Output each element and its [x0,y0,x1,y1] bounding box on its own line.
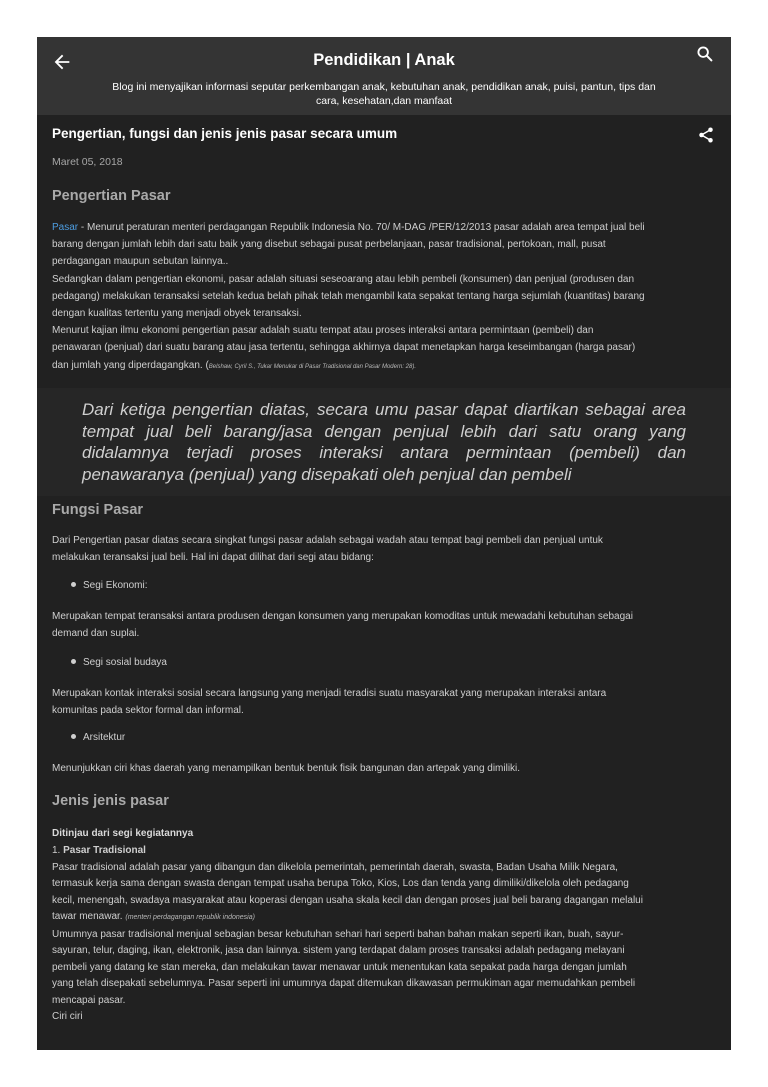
paragraph-line: melakukan teransaksi jual beli. Hal ini dapat dilihat dari segi atau bidang: [52,552,374,564]
paragraph-line: demand dan suplai. [52,628,140,640]
paragraph-line: perdagangan maupun sebutan lainnya.. [52,256,229,268]
blog-page [37,37,731,1050]
quote-line: Dari ketiga pengertian diatas, secara umu pasar dapat diartikan sebagai area [82,400,686,419]
share-icon [697,126,715,144]
list-item [71,732,125,743]
paragraph-line: pembeli yang datang ke stan mereka, dan melakukan tawar menawar untuk menentukan kata sepakat pada harga dengan jumlah [52,961,627,973]
paragraph-line: kecil, menengah, swadaya masyarakat atau koperasi dengan usaha skala kecil dan dengan proses jual beli barang dagangan melalui [52,894,643,906]
paragraph-line: Merupakan tempat teransaksi antara produsen dengan konsumen yang merupakan komoditas untuk mewadahi kebutuhan sebagai [52,611,633,622]
citation: Belshaw, Cyril S., Tukar Menukar di Pasar Tradisional dan Pasar Modern: 28). [208,363,416,370]
paragraph-line: Pasar tradisional adalah pasar yang dibangun dan dikelola pemerintah, pemerintah daerah, swasta, Badan Usaha Milik Negara, [52,861,618,873]
paragraph-line: Menurut kajian ilmu ekonomi pengertian pasar adalah suatu tempat atau proses interaksi antara permintaan (pembeli) dan [52,325,594,337]
bullet-dot [71,659,76,664]
paragraph-line: barang dengan jumlah lebih dari satu baik yang disebut sebagai pusat perbelanjaan, pasar tradisional, pertokoan, mall, pusat [52,239,606,251]
paragraph-line: Dari Pengertian pasar diatas secara singkat fungsi pasar adalah sebagai wadah atau tempat bagi pembeli dan penjual untuk [52,535,603,546]
list-item-label: Segi sosial budaya [83,657,167,668]
blog-description-line: cara, kesehatan,dan manfaat [315,95,452,107]
item-number: 1. [52,845,64,856]
paragraph-line: pedagang) melakukan teransaksi setelah kedua belah pihak telah mengambil kata sepakat tentang harga sejumlah (kuantitas) barang [52,290,645,302]
blockquote [82,399,686,485]
share-button[interactable] [697,126,715,144]
bullet-dot [71,734,76,739]
section-heading: Fungsi Pasar [52,502,144,518]
list-item [71,580,147,591]
search-button[interactable] [694,43,716,65]
paragraph-line [52,843,714,860]
section-heading: Jenis jenis pasar [52,793,169,809]
quote-line: didalamnya terjadi proses interaksi antara permintaan (pembeli) dan [82,443,686,462]
paragraph-text: - Menurut peraturan menteri perdagangan Republik Indonesia No. 70/ M-DAG /PER/12/2013 pasar adalah area tempat jual beli [78,222,645,233]
blog-description [87,80,681,108]
post-title: Pengertian, fungsi dan jenis jenis pasar secara umum [52,126,398,141]
quote-line: penawaranya (penjual) yang disepakati oleh penjual dan pembeli [82,464,572,484]
paragraph-line: sayuran, telur, daging, ikan, elektronik, jasa dan lainnya. sistem yang terdapat dalam proses transaksi adalah pedagang melayani [52,945,625,956]
paragraph-text: tawar menawar. [52,911,126,922]
paragraph [52,843,714,1026]
item-title: Pasar Tradisional [63,845,146,856]
paragraph [52,219,714,376]
paragraph-line: mencapai pasar. [52,994,126,1006]
post-date: Maret 05, 2018 [52,156,123,168]
paragraph [52,760,714,777]
paragraph-line [52,219,714,236]
paragraph-line: termasuk kerja sama dengan swasta dengan tempat usaha berupa Toko, Kios, Los dan tenda yang dimiliki/dikelola oleh pedagang [52,878,629,889]
list-item [71,657,167,668]
paragraph-line: Merupakan kontak interaksi sosial secara langsung yang menjadi teradisi suatu masyarakat yang merupakan interaksi antara [52,688,607,699]
paragraph-line: Umumnya pasar tradisional menjual sebagian besar kebutuhan sehari hari seperti bahan bahan makan seperti ikan, buah, sayur- [52,928,624,940]
app-header [37,37,731,115]
bullet-dot [71,582,76,587]
paragraph [52,685,714,719]
paragraph-line [52,357,714,376]
paragraph-line: Ciri ciri [52,1011,83,1022]
paragraph-text: dan jumlah yang diperdagangkan. ( [52,359,209,371]
pasar-link[interactable]: Pasar [52,222,79,233]
list-item-label: Segi Ekonomi: [83,580,148,591]
blog-title[interactable]: Pendidikan | Anak [313,51,455,69]
subheading: Ditinjau dari segi kegiatannya [52,828,194,839]
paragraph-line: yang telah disepakati sebelumnya. Pasar seperti ini umumnya dapat ditemukan dikawasan permukiman agar memudahkan pembeli [52,978,636,989]
paragraph-line [52,909,714,927]
paragraph-line: Menunjukkan ciri khas daerah yang menampilkan bentuk bentuk fisik bangunan dan artepak yang dimiliki. [52,763,521,774]
paragraph-line: komunitas pada sektor formal dan informal. [52,705,244,717]
paragraph-line: Sedangkan dalam pengertian ekonomi, pasar adalah situasi seseoarang atau lebih pembeli (konsumen) dan penjual (produsen dan [52,273,635,285]
paragraph [52,532,714,566]
paragraph-line: dengan kualitas tertentu yang menjadi obyek teransaksi. [52,308,302,320]
list-item-label: Arsitektur [83,732,126,743]
section-heading: Pengertian Pasar [52,188,171,204]
blog-description-line: Blog ini menyajikan informasi seputar perkembangan anak, kebutuhan anak, pendidikan anak, puisi, pantun, tips dan [112,81,656,93]
search-icon [694,43,716,65]
paragraph-line: penawaran (penjual) dari suatu barang atau jasa tertentu, sehingga akhirnya dapat menetapkan harga keseimbangan (harga pasar) [52,342,636,354]
quote-line: tempat jual beli barang/jasa dengan penjual lebih dari satu orang yang [82,421,686,441]
paragraph [52,608,714,642]
citation: (menteri perdagangan republik indonesia) [125,914,255,921]
